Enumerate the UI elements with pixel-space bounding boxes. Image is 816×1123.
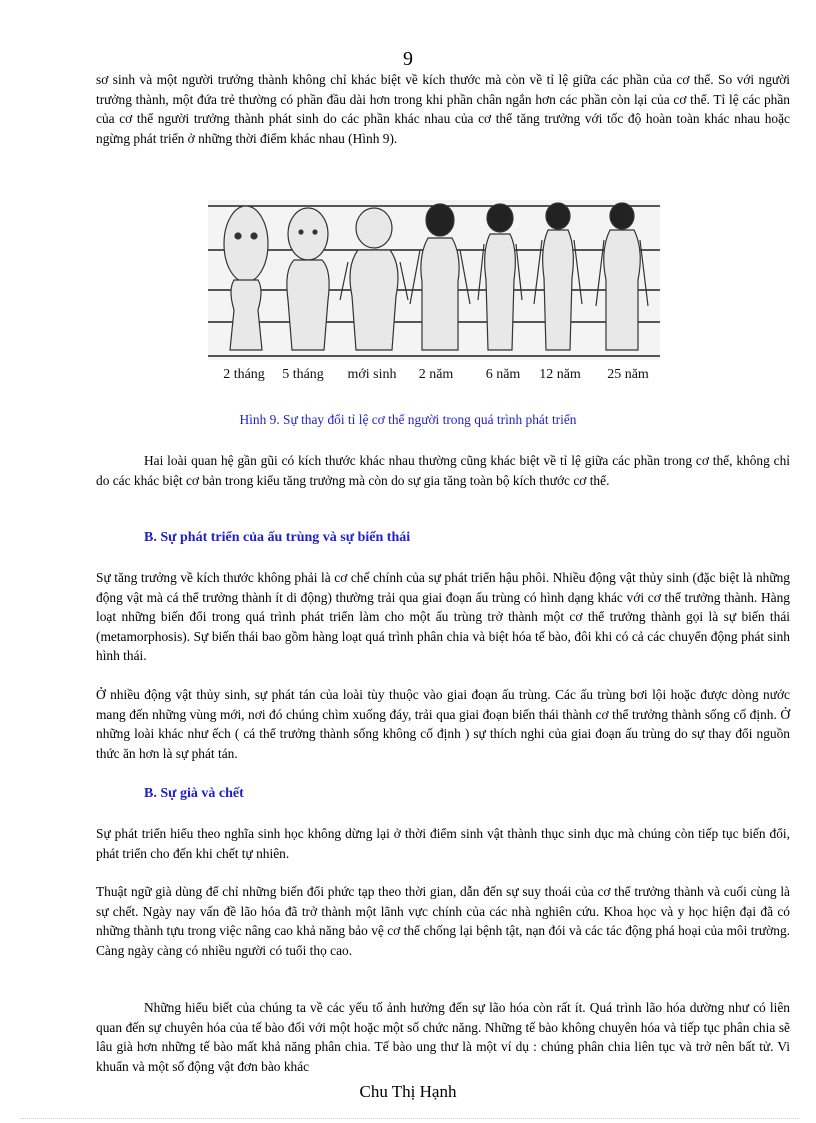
figure-label-5-thang: 5 tháng <box>282 367 324 382</box>
page-number: 9 <box>403 48 413 70</box>
figure-label-moi-sinh: mới sinh <box>347 367 397 382</box>
heading-aging-death: B. Sự già và chết <box>144 786 244 801</box>
figure-label-12-nam: 12 năm <box>539 367 581 382</box>
figure-label-2-nam: 2 năm <box>418 367 454 382</box>
figure-label-6-nam: 6 năm <box>485 367 521 382</box>
figure-5-thang <box>287 208 329 350</box>
paragraph-5: Sự phát triển hiểu theo nghĩa sinh học không dừng lại ở thời điểm sinh vật thành thục sinh dục mà chúng còn tiếp tục biến đổi, phát triển cho đến khi chết tự nhiên. <box>96 826 790 861</box>
paragraph-1: sơ sinh và một người trưởng thành không chỉ khác biệt về kích thước mà còn về tỉ lệ giữa các phần của cơ thể. So với người trưởng thành, một đứa trẻ thường có phần đầu dài hơn trong khi phần chân ngắn hơn các phần còn lại của cơ thể. Tỉ lệ các phần của cơ thể người trưởng thành phát sinh do các phần khác nhau của cơ thể tăng trưởng với tốc độ hoàn toàn khác nhau hoặc ngừng phát triển ở những thời điểm khác nhau (Hình 9). <box>96 72 790 146</box>
heading-larval-development: B. Sự phát triển của ấu trùng và sự biến thái <box>144 530 411 545</box>
paragraph-3: Sự tăng trưởng về kích thước không phải là cơ chế chính của sự phát triển hậu phôi. Nhiều động vật thủy sinh (đặc biệt là những động vật mà cá thể trưởng thành ít di động) thường trải qua giai đoạn ấu trùng có hình dạng khác với cơ thể trưởng thành. Hàng loạt những biến đổi trong quá trình phát triển làm cho một ấu trùng trở thành một cơ thể trưởng thành gọi là sự biến thái (metamorphosis). Sự biến thái bao gồm hàng loạt quá trình phân chia và biệt hóa tế bào, đôi khi có cả các chuyển động phát sinh hình thái. <box>96 570 790 664</box>
paragraph-2: Hai loài quan hệ gần gũi có kích thước khác nhau thường cũng khác biệt về tỉ lệ giữa các phần trong cơ thể, không chỉ do các khác biệt cơ bản trong kiểu tăng trưởng mà còn do sự gia tăng toàn bộ kích thước cơ thể. <box>96 453 790 488</box>
figure-label-25-nam: 25 năm <box>607 367 649 382</box>
paragraph-7: Những hiểu biết của chúng ta về các yếu tố ảnh hưởng đến sự lão hóa còn rất ít. Quá trình lão hóa dường như có liên quan đến sự chuyên hóa của tế bào đối với một hoặc một số chức năng. Những tế bào không chuyên hóa và tiếp tục phân chia sẽ lâu già hơn những tế bào mất khả năng phân chia. Tế bào ung thư là một ví dụ : chúng phân chia liên tục và trở nên bất tử. Vi khuẩn và một số động vật đơn bào khác <box>96 1000 790 1074</box>
body-proportion-figure <box>208 200 660 390</box>
figure-label-2-thang: 2 tháng <box>223 367 265 382</box>
paragraph-6: Thuật ngữ già dùng để chỉ những biến đổi phức tạp theo thời gian, dẫn đến sự suy thoái của cơ thể trưởng thành và cuối cùng là sự chết. Ngày nay vấn đề lão hóa đã trở thành một lãnh vực chính của các nhà nghiên cứu. Khoa học và y học hiện đại đã có những thành tựu trong việc nâng cao khả năng bảo vệ cơ thể chống lại bệnh tật, nạn đói và các tác động phá hoại của môi trường. Càng ngày càng có nhiều người có tuổi thọ cao. <box>96 884 790 958</box>
figure-caption: Hình 9. Sự thay đổi tỉ lệ cơ thể người trong quá trình phát triển <box>239 412 577 427</box>
paragraph-4: Ở nhiều động vật thủy sinh, sự phát tán của loài tùy thuộc vào giai đoạn ấu trùng. Các ấu trùng bơi lội hoặc được dòng nước mang đến những vùng mới, nơi đó chúng chìm xuống đáy, trải qua giai đoạn biến thái thành cơ thể trưởng thành sống cố định. Ở những loài khác như ếch ( cá thể trưởng thành sống không cố định ) sự thích nghi của giai đoạn ấu trùng do sự thay đổi nguồn thức ăn hơn là sự phát tán. <box>96 687 790 761</box>
footer-author: Chu Thị Hạnh <box>359 1082 457 1101</box>
footer-divider <box>20 1118 800 1119</box>
